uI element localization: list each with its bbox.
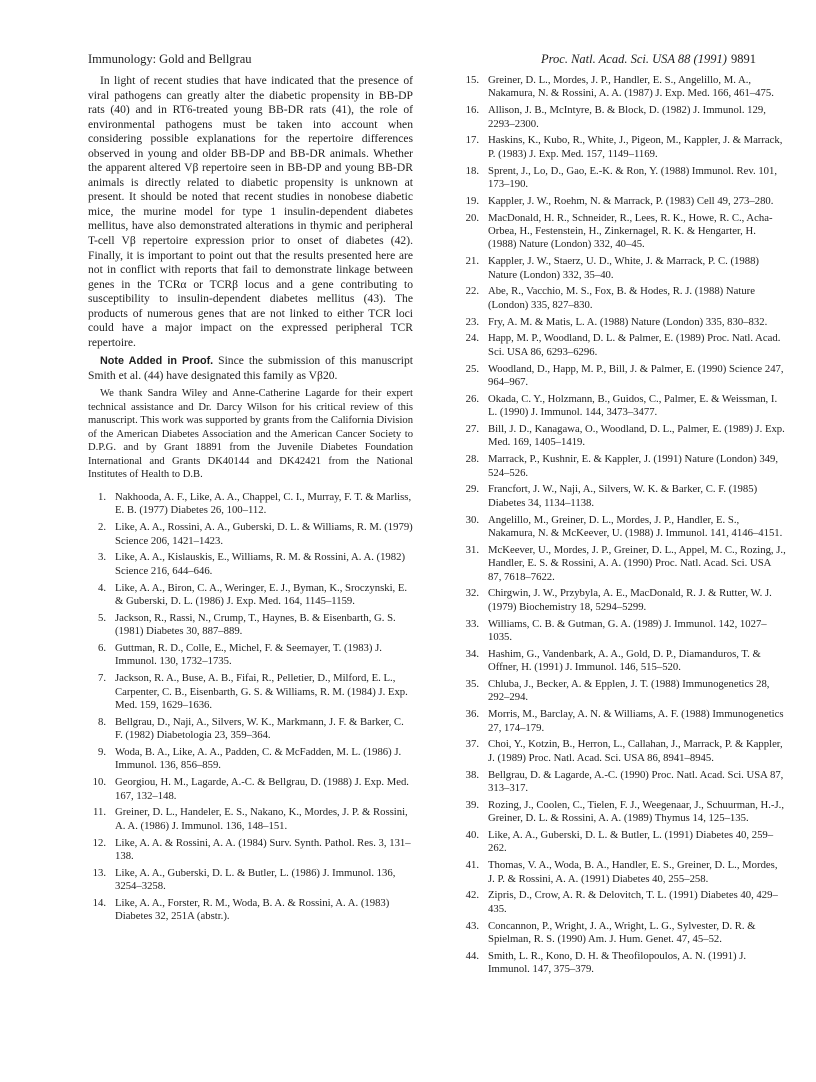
reference-text: Marrack, P., Kushnir, E. & Kappler, J. (1991) Nature (London) 349, 524–526. <box>488 453 779 479</box>
reference-text: Morris, M., Barclay, A. N. & Williams, A. F. (1988) Immunogenetics 27, 174–179. <box>488 708 784 734</box>
reference-number: 23. <box>465 315 479 328</box>
reference-text: Jackson, R., Rassi, N., Crump, T., Haynes, B. & Eisenbarth, G. S. (1981) Diabetes 30, 887–889. <box>115 611 396 638</box>
reference-item <box>461 332 786 359</box>
note-text: Since the submission of this manuscript Smith et al. (44) have designated this family as Vβ20. <box>88 354 413 382</box>
reference-number: 44. <box>465 949 479 962</box>
reference-number: 10. <box>92 776 106 789</box>
reference-item <box>461 544 786 584</box>
reference-list-left <box>88 491 413 924</box>
reference-item <box>88 716 413 743</box>
reference-number: 31. <box>465 543 479 556</box>
reference-item <box>461 514 786 541</box>
journal-citation: Proc. Natl. Acad. Sci. USA 88 (1991) <box>541 52 727 66</box>
reference-item <box>461 708 786 735</box>
reference-item <box>461 255 786 282</box>
reference-text: Chluba, J., Becker, A. & Epplen, J. T. (1988) Immunogenetics 28, 292–294. <box>488 678 770 704</box>
reference-text: Georgiou, H. M., Lagarde, A.-C. & Bellgrau, D. (1988) J. Exp. Med. 167, 132–148. <box>115 776 409 802</box>
reference-item <box>88 746 413 773</box>
reference-text: Thomas, V. A., Woda, B. A., Handler, E. S., Greiner, D. L., Mordes, J. P. & Rossini, A. A. (1991) Diabetes 40, 255–258. <box>488 859 778 885</box>
reference-number: 42. <box>465 889 479 902</box>
reference-item <box>461 195 786 208</box>
reference-item <box>461 618 786 645</box>
reference-number: 8. <box>97 715 106 728</box>
reference-number: 34. <box>465 647 479 660</box>
reference-text: Choi, Y., Kotzin, B., Herron, L., Callahan, J., Marrack, P. & Kappler, J. (1989) Proc. Natl. Acad. Sci. USA 86, 8941–8945. <box>488 738 783 764</box>
reference-text: Okada, C. Y., Holzmann, B., Guidos, C., Palmer, E. & Weissman, I. L. (1990) J. Immunol. 144, 3473–3477. <box>488 392 778 419</box>
reference-text: Bellgrau, D., Naji, A., Silvers, W. K., Markmann, J. F. & Barker, C. F. (1982) Diabetologia 23, 359–364. <box>115 715 404 742</box>
reference-item <box>461 587 786 614</box>
reference-number: 11. <box>93 806 106 819</box>
reference-number: 19. <box>465 194 479 207</box>
reference-text: Happ, M. P., Woodland, D. L. & Palmer, E. (1989) Proc. Natl. Acad. Sci. USA 86, 6293–6296. <box>488 332 781 358</box>
reference-number: 39. <box>465 798 479 811</box>
reference-item <box>461 74 786 101</box>
reference-number: 6. <box>97 642 106 654</box>
reference-item <box>461 393 786 420</box>
reference-item <box>88 776 413 803</box>
reference-text: Rozing, J., Coolen, C., Tielen, F. J., Weegenaar, J., Schuurman, H.-J., Greiner, D. L. & Rossini, A. A. (1989) Thymus 14, 125–135. <box>488 798 784 825</box>
reference-text: Jackson, R. A., Buse, A. B., Fifai, R., Pelletier, D., Milford, E. L., Carpenter, C. B., Eisenbarth, G. S. & Williams, R. M. (1984) J. Exp. Med. 159, 1629–1636. <box>115 672 408 712</box>
reference-number: 25. <box>465 362 479 375</box>
reference-text: Like, A. A., Guberski, D. L. & Butler, L. (1991) Diabetes 40, 259–262. <box>488 829 774 855</box>
reference-number: 35. <box>465 678 479 691</box>
reference-number: 14. <box>92 897 106 910</box>
reference-text: Zipris, D., Crow, A. R. & Delovitch, T. L. (1991) Diabetes 40, 429–435. <box>488 889 778 915</box>
reference-item <box>461 859 786 886</box>
reference-text: Concannon, P., Wright, J. A., Wright, L. G., Sylvester, D. R. & Spielman, R. S. (1990) Am. J. Hum. Genet. 47, 45–52. <box>488 919 756 946</box>
reference-text: Kappler, J. W., Staerz, U. D., White, J. & Marrack, P. C. (1988) Nature (London) 332, 35–40. <box>488 255 759 281</box>
reference-number: 4. <box>97 581 106 594</box>
reference-item <box>461 920 786 947</box>
reference-number: 12. <box>92 836 106 849</box>
reference-text: Woodland, D., Happ, M. P., Bill, J. & Palmer, E. (1990) Science 247, 964–967. <box>488 362 784 389</box>
reference-text: Williams, C. B. & Gutman, G. A. (1989) J. Immunol. 142, 1027–1035. <box>488 617 767 644</box>
reference-item <box>88 642 413 669</box>
reference-number: 22. <box>465 285 479 298</box>
reference-text: Guttman, R. D., Colle, E., Michel, F. & Seemayer, T. (1983) J. Immunol. 130, 1732–1735. <box>115 642 382 668</box>
reference-number: 1. <box>97 490 106 503</box>
reference-item <box>461 453 786 480</box>
reference-text: Nakhooda, A. F., Like, A. A., Chappel, C. I., Murray, F. T. & Marliss, E. B. (1977) Diabetes 26, 100–112. <box>115 490 412 517</box>
reference-number: 2. <box>97 521 106 534</box>
reference-text: Like, A. A., Kislauskis, E., Williams, R. M. & Rossini, A. A. (1982) Science 216, 644–646. <box>115 551 406 577</box>
reference-text: Greiner, D. L., Mordes, J. P., Handler, E. S., Angelillo, M. A., Nakamura, N. & Rossini, A. A. (1987) J. Exp. Med. 166, 461–475. <box>488 74 774 100</box>
reference-text: Haskins, K., Kubo, R., White, J., Pigeon, M., Kappler, J. & Marrack, P. (1983) J. Exp. Med. 157, 1149–1169. <box>488 134 783 160</box>
reference-number: 13. <box>92 866 106 879</box>
reference-list-right <box>461 74 786 977</box>
reference-item <box>461 104 786 131</box>
reference-item <box>461 134 786 161</box>
reference-text: Bellgrau, D. & Lagarde, A.-C. (1990) Proc. Natl. Acad. Sci. USA 87, 313–317. <box>488 768 784 795</box>
reference-text: Sprent, J., Lo, D., Gao, E.-K. & Ron, Y. (1988) Immunol. Rev. 101, 173–190. <box>488 164 778 191</box>
reference-text: Smith, L. R., Kono, D. H. & Theofilopoulos, A. N. (1991) J. Immunol. 147, 375–379. <box>488 949 747 976</box>
note-added-in-proof <box>88 354 413 383</box>
reference-number: 21. <box>465 255 479 268</box>
reference-number: 32. <box>465 587 479 600</box>
discussion-paragraph: In light of recent studies that have indicated that the presence of viral pathogens can greatly alter the diabetic propensity in BB-DP rats (40) and in RT6-treated young BB-DR rats (41), the role of environmental pathogens must be taken into account when considering possible explanations for the repertoire differences observed in young and older BB-DP and BB-DR animals. Whether the apparent altered Vβ repertoire seen in BB-DP and young BB-DR animals is directly related to diabetic propensity is unknown at present. It should be noted that recent studies in nonobese diabetic mice, the murine model for type 1 insulin-dependent diabetes mellitus, have also demonstrated alterations in thymic and peripheral T-cell Vβ repertoire expression prior to onset of diabetes (42). Finally, it is important to point out that the results presented here are not in conflict with reports that fail to demonstrate linkage between genes in the TCRα or TCRβ locus and a gene contributing to susceptibility to insulin-dependent diabetes mellitus (43). The products of numerous genes that are not linked to either TCR loci could have a major impact on the expressed peripheral TCR repertoire. <box>88 74 413 349</box>
reference-text: Bill, J. D., Kanagawa, O., Woodland, D. L., Palmer, E. (1989) J. Exp. Med. 169, 1405–1419. <box>488 423 785 449</box>
reference-number: 41. <box>465 859 479 872</box>
reference-number: 16. <box>465 104 479 117</box>
page-number: 9891 <box>731 52 756 66</box>
reference-item <box>88 521 413 548</box>
reference-number: 29. <box>465 483 479 496</box>
reference-item <box>88 867 413 894</box>
reference-number: 37. <box>465 738 479 751</box>
reference-number: 40. <box>465 829 479 842</box>
reference-number: 20. <box>465 211 479 224</box>
reference-number: 18. <box>465 164 479 177</box>
reference-item <box>88 806 413 833</box>
reference-item <box>461 678 786 705</box>
reference-item <box>461 889 786 916</box>
reference-number: 38. <box>465 768 479 781</box>
note-lead: Note Added in Proof. <box>100 355 214 368</box>
reference-text: Kappler, J. W., Roehm, N. & Marrack, P. (1983) Cell 49, 273–280. <box>488 194 774 207</box>
reference-text: MacDonald, H. R., Schneider, R., Lees, R. K., Howe, R. C., Acha-Orbea, H., Festenstein, H., Zinkernagel, R. K. & Hengarter, H. (1988) Nature (London) 332, 40–45. <box>488 211 773 251</box>
right-column <box>461 74 786 980</box>
reference-number: 17. <box>465 134 479 147</box>
reference-text: Chirgwin, J. W., Przybyla, A. E., MacDonald, R. J. & Rutter, W. J. (1979) Biochemistry 18, 5294–5299. <box>488 587 772 613</box>
reference-item <box>88 672 413 712</box>
reference-number: 15. <box>465 74 479 86</box>
reference-number: 26. <box>465 392 479 405</box>
reference-text: Woda, B. A., Like, A. A., Padden, C. & McFadden, M. L. (1986) J. Immunol. 136, 856–859. <box>115 746 402 772</box>
reference-text: McKeever, U., Mordes, J. P., Greiner, D. L., Appel, M. C., Rozing, J., Handler, E. S. & Rossini, A. A. (1990) Proc. Natl. Acad. Sci. USA 87, 7618–7622. <box>488 543 786 583</box>
reference-number: 33. <box>465 617 479 630</box>
reference-item <box>88 612 413 639</box>
reference-text: Like, A. A., Forster, R. M., Woda, B. A. & Rossini, A. A. (1983) Diabetes 32, 251A (abstr.). <box>115 897 390 923</box>
reference-text: Allison, J. B., McIntyre, B. & Block, D. (1982) J. Immunol. 129, 2293–2300. <box>488 104 766 130</box>
reference-text: Like, A. A., Rossini, A. A., Guberski, D. L. & Williams, R. M. (1979) Science 206, 1421–1423. <box>115 521 413 547</box>
reference-number: 43. <box>465 919 479 932</box>
reference-number: 30. <box>465 513 479 526</box>
reference-text: Fry, A. M. & Matis, L. A. (1988) Nature (London) 335, 830–832. <box>488 315 768 328</box>
reference-number: 9. <box>97 746 106 759</box>
reference-text: Abe, R., Vacchio, M. S., Fox, B. & Hodes, R. J. (1988) Nature (London) 335, 827–830. <box>488 285 755 311</box>
reference-item <box>88 837 413 864</box>
reference-item <box>88 582 413 609</box>
running-header: Immunology: Gold and Bellgrau <box>88 52 252 66</box>
reference-text: Hashim, G., Vandenbark, A. A., Gold, D. P., Diamanduros, T. & Offner, H. (1991) J. Immunol. 146, 515–520. <box>488 647 761 674</box>
reference-number: 36. <box>465 708 479 721</box>
reference-item <box>461 316 786 329</box>
reference-number: 3. <box>97 551 106 564</box>
reference-item <box>461 738 786 765</box>
reference-number: 28. <box>465 453 479 466</box>
reference-number: 7. <box>97 672 106 685</box>
reference-item <box>461 285 786 312</box>
reference-item <box>88 551 413 578</box>
reference-number: 24. <box>465 332 479 345</box>
reference-item <box>461 648 786 675</box>
reference-text: Francfort, J. W., Naji, A., Silvers, W. K. & Barker, C. F. (1985) Diabetes 34, 1134–1138. <box>488 483 758 509</box>
reference-item <box>461 363 786 390</box>
reference-text: Like, A. A., Biron, C. A., Weringer, E. J., Byman, K., Sroczynski, E. & Guberski, D. L. (1986) J. Exp. Med. 164, 1145–1159. <box>115 581 408 607</box>
acknowledgment: We thank Sandra Wiley and Anne-Catherine Lagarde for their expert technical assistance and Dr. Darcy Wilson for his critical review of this manuscript. This work was supported by grants from the California Division of the American Diabetes Association and the American Cancer Society to D.P.G. and by Grant 18891 from the Juvenile Diabetes Foundation International and Grants DK40144 and DK42421 from the National Institutes of Health to D.B. <box>88 388 413 481</box>
reference-item <box>461 423 786 450</box>
reference-item <box>461 950 786 977</box>
reference-text: Greiner, D. L., Handeler, E. S., Nakano, K., Mordes, J. P. & Rossini, A. A. (1986) J. Immunol. 136, 148–151. <box>115 806 408 832</box>
reference-item <box>88 897 413 924</box>
reference-number: 27. <box>465 423 479 436</box>
reference-item <box>461 769 786 796</box>
reference-item <box>461 212 786 252</box>
reference-text: Angelillo, M., Greiner, D. L., Mordes, J. P., Handler, E. S., Nakamura, N. & McKeever, U. (1988) J. Immunol. 141, 4146–4151. <box>488 513 783 540</box>
reference-text: Like, A. A. & Rossini, A. A. (1984) Surv. Synth. Pathol. Res. 3, 131–138. <box>115 836 411 863</box>
reference-item <box>461 483 786 510</box>
reference-item <box>461 829 786 856</box>
reference-number: 5. <box>97 611 106 624</box>
reference-item <box>88 491 413 518</box>
reference-item <box>461 799 786 826</box>
left-column <box>88 74 413 927</box>
reference-item <box>461 165 786 192</box>
reference-text: Like, A. A., Guberski, D. L. & Butler, L. (1986) J. Immunol. 136, 3254–3258. <box>115 866 396 893</box>
